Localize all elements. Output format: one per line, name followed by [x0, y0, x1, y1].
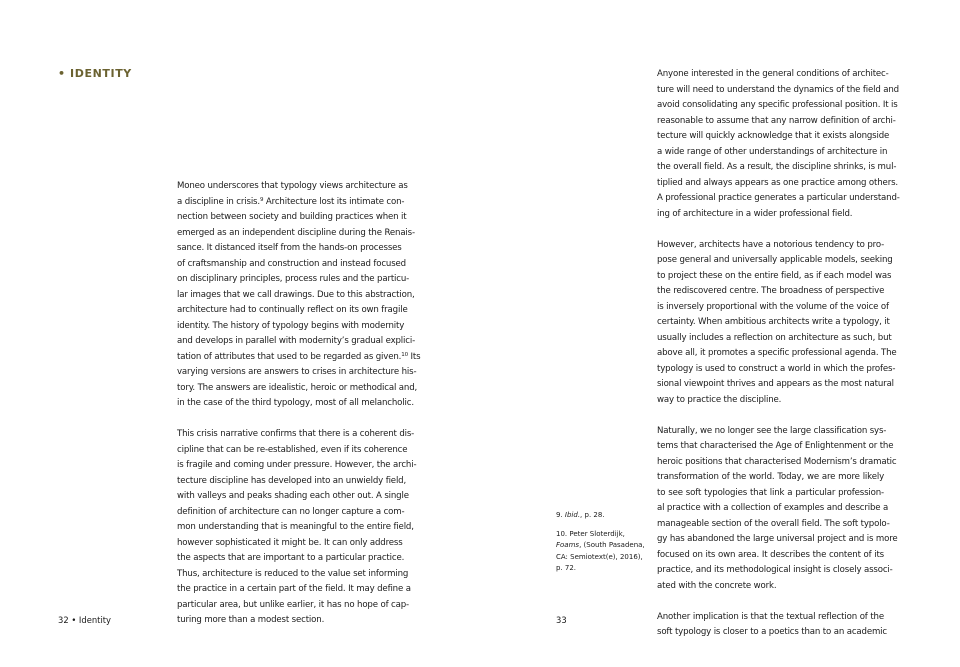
paragraph	[177, 179, 421, 412]
footnotes	[556, 510, 651, 582]
text-line: tation of attributes that used to be regarded as given.$^{10}$ Its	[177, 351, 421, 362]
text-line: certainty. When ambitious architects write a typology, it	[657, 317, 890, 327]
text-line: tecture will quickly acknowledge that it exists alongside	[657, 131, 890, 141]
text-line: way to practice the discipline.	[657, 394, 782, 405]
paragraph	[657, 610, 887, 641]
text-line: heroic positions that characterised Modernism’s dramatic	[657, 456, 897, 467]
text-line: This crisis narrative confirms that there is a coherent dis-	[177, 429, 415, 439]
text-line: the overall field. As a result, the discipline shrinks, is mul-	[657, 162, 897, 172]
text-line: tiplied and always appears as one practice among others.	[657, 177, 898, 188]
text-line: tems that characterised the Age of Enlightenment or the	[657, 441, 894, 451]
footnote-ref[interactable]: 9	[259, 196, 264, 203]
text-line: al practice with a collection of examples and describe a	[657, 503, 889, 513]
paragraph	[177, 427, 417, 629]
paragraph	[657, 67, 900, 222]
text-line: usually includes a reflection on architecture as such, but	[657, 332, 892, 343]
text-line: cipline that can be re-established, even if its coherence	[177, 444, 408, 455]
text-line: typology is used to construct a world in which the profes-	[657, 363, 896, 374]
text-line: and develops in parallel with modernity’s gradual explici-	[177, 336, 416, 346]
text-line: practice, and its methodological insight is closely associ-	[657, 565, 893, 575]
text-line: ing of architecture in a wider professional field.	[657, 208, 853, 219]
text-line: is fragile and coming under pressure. However, the archi-	[177, 460, 417, 470]
folio-right: 33	[556, 615, 567, 625]
text-line: Another implication is that the textual reflection of the	[657, 611, 884, 622]
text-line: in the case of the third typology, most of all melancholic.	[177, 398, 414, 408]
text-line: reasonable to assume that any narrow definition of archi-	[657, 115, 896, 126]
text-line: tory. The answers are idealistic, heroic or methodical and,	[177, 382, 418, 393]
text-line: Naturally, we no longer see the large classification sys-	[657, 425, 887, 436]
text-line: however sophisticated it might be. It can only address	[177, 537, 403, 548]
right-page-body	[657, 67, 900, 656]
footnote-9: 9. Ibid., p. 28.	[556, 511, 605, 519]
text-line: ture will need to understand the dynamics of the field and	[657, 84, 899, 95]
text-line: a wide range of other understandings of architecture in	[657, 146, 888, 157]
text-line: avoid consolidating any specific professional position. It is	[657, 100, 898, 110]
text-line: gy has abandoned the large universal project and is more	[657, 534, 898, 544]
text-line: particular area, but unlike earlier, it has no hope of cap-	[177, 599, 409, 610]
text-line: Moneo underscores that typology views architecture as	[177, 181, 408, 191]
text-line: definition of architecture can no longer capture a com-	[177, 506, 405, 517]
text-line: with valleys and peaks shading each other out. A single	[177, 491, 409, 501]
text-line: sance. It distanced itself from the hands-on processes	[177, 243, 402, 253]
text-line: the practice in a certain part of the field. It may define a	[177, 584, 411, 594]
text-line: a discipline in crisis.$^9$ Architecture lost its intimate con-	[177, 196, 405, 207]
text-line: manageable section of the overall field. The soft typolo-	[657, 518, 890, 529]
text-line: above all, it promotes a specific professional agenda. The	[657, 348, 897, 358]
text-line: the aspects that are important to a particular practice.	[177, 553, 405, 563]
text-line: transformation of the world. Today, we are more likely	[657, 472, 884, 482]
text-line: ated with the concrete work.	[657, 580, 777, 591]
text-line: focused on its own area. It describes the content of its	[657, 549, 884, 560]
text-line: architecture had to continually reflect on its own fragile	[177, 305, 408, 315]
text-line: pose general and universally applicable models, seeking	[657, 255, 893, 265]
text-line: to project these on the entire field, as if each model was	[657, 270, 892, 281]
left-page-body	[177, 179, 421, 644]
text-line: sional viewpoint thrives and appears as the most natural	[657, 379, 894, 389]
text-line: of craftsmanship and construction and instead focused	[177, 258, 406, 269]
section-heading: • IDENTITY	[58, 67, 132, 80]
text-line: However, architects have a notorious tendency to pro-	[657, 239, 885, 250]
text-line: the rediscovered centre. The broadness of perspective	[657, 286, 885, 296]
text-line: identity. The history of typology begins with modernity	[177, 320, 405, 331]
text-line: tecture discipline has developed into an unwieldy field,	[177, 475, 407, 486]
text-line: varying versions are answers to crises in architecture his-	[177, 367, 417, 377]
text-line: turing more than a modest section.	[177, 615, 325, 625]
paragraph	[657, 424, 898, 595]
text-line: nection between society and building practices when it	[177, 212, 407, 222]
footnote-10: 10. Peter Sloterdijk, Foams, (South Pasadena, CA: Semiotext(e), 2016), p. 72.	[556, 530, 645, 572]
text-line: emerged as an independent discipline during the Renais-	[177, 227, 415, 238]
text-line: soft typology is closer to a poetics than to an academic	[657, 627, 887, 637]
text-line: is inversely proportional with the volume of the voice of	[657, 301, 889, 312]
paragraph	[657, 238, 897, 409]
text-line: on disciplinary principles, process rules and the particu-	[177, 274, 410, 284]
text-line: Thus, architecture is reduced to the value set informing	[177, 568, 409, 579]
text-line: to see soft typologies that link a particular profession-	[657, 487, 884, 498]
text-line: Anyone interested in the general conditions of architec-	[657, 69, 889, 79]
text-line: mon understanding that is meaningful to the entire field,	[177, 522, 414, 532]
folio-left: 32 • Identity	[58, 615, 112, 625]
text-line: lar images that we call drawings. Due to this abstraction,	[177, 289, 415, 300]
footnote-ref[interactable]: 10	[401, 351, 408, 358]
text-line: A professional practice generates a particular understand-	[657, 193, 900, 203]
